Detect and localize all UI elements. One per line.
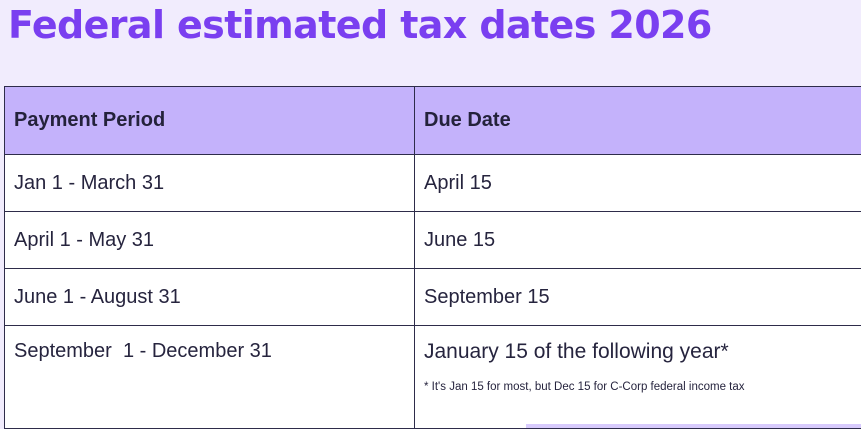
payment-period-cell (5, 326, 415, 429)
due-date-cell: June 15 (415, 212, 861, 269)
page-title: Federal estimated tax dates 2026 (8, 3, 712, 47)
payment-period-cell: Jan 1 - March 31 (5, 155, 415, 212)
decorative-accent-strip (526, 424, 861, 428)
header-due-date: Due Date (415, 87, 861, 155)
due-date-text: January 15 of the following year* (424, 340, 861, 364)
table-row (5, 155, 861, 212)
tax-dates-table (4, 86, 861, 429)
table-row (5, 326, 861, 429)
payment-period-text: September 1 - December 31 (14, 340, 272, 362)
footnote-text: * It's Jan 15 for most, but Dec 15 for C-Corp federal income tax (424, 381, 861, 393)
due-date-cell: September 15 (415, 269, 861, 326)
due-date-cell (415, 326, 861, 429)
table-row (5, 212, 861, 269)
payment-period-cell: April 1 - May 31 (5, 212, 415, 269)
table-header-row (5, 87, 861, 155)
header-payment-period: Payment Period (5, 87, 415, 155)
table-row (5, 269, 861, 326)
due-date-cell: April 15 (415, 155, 861, 212)
payment-period-cell: June 1 - August 31 (5, 269, 415, 326)
